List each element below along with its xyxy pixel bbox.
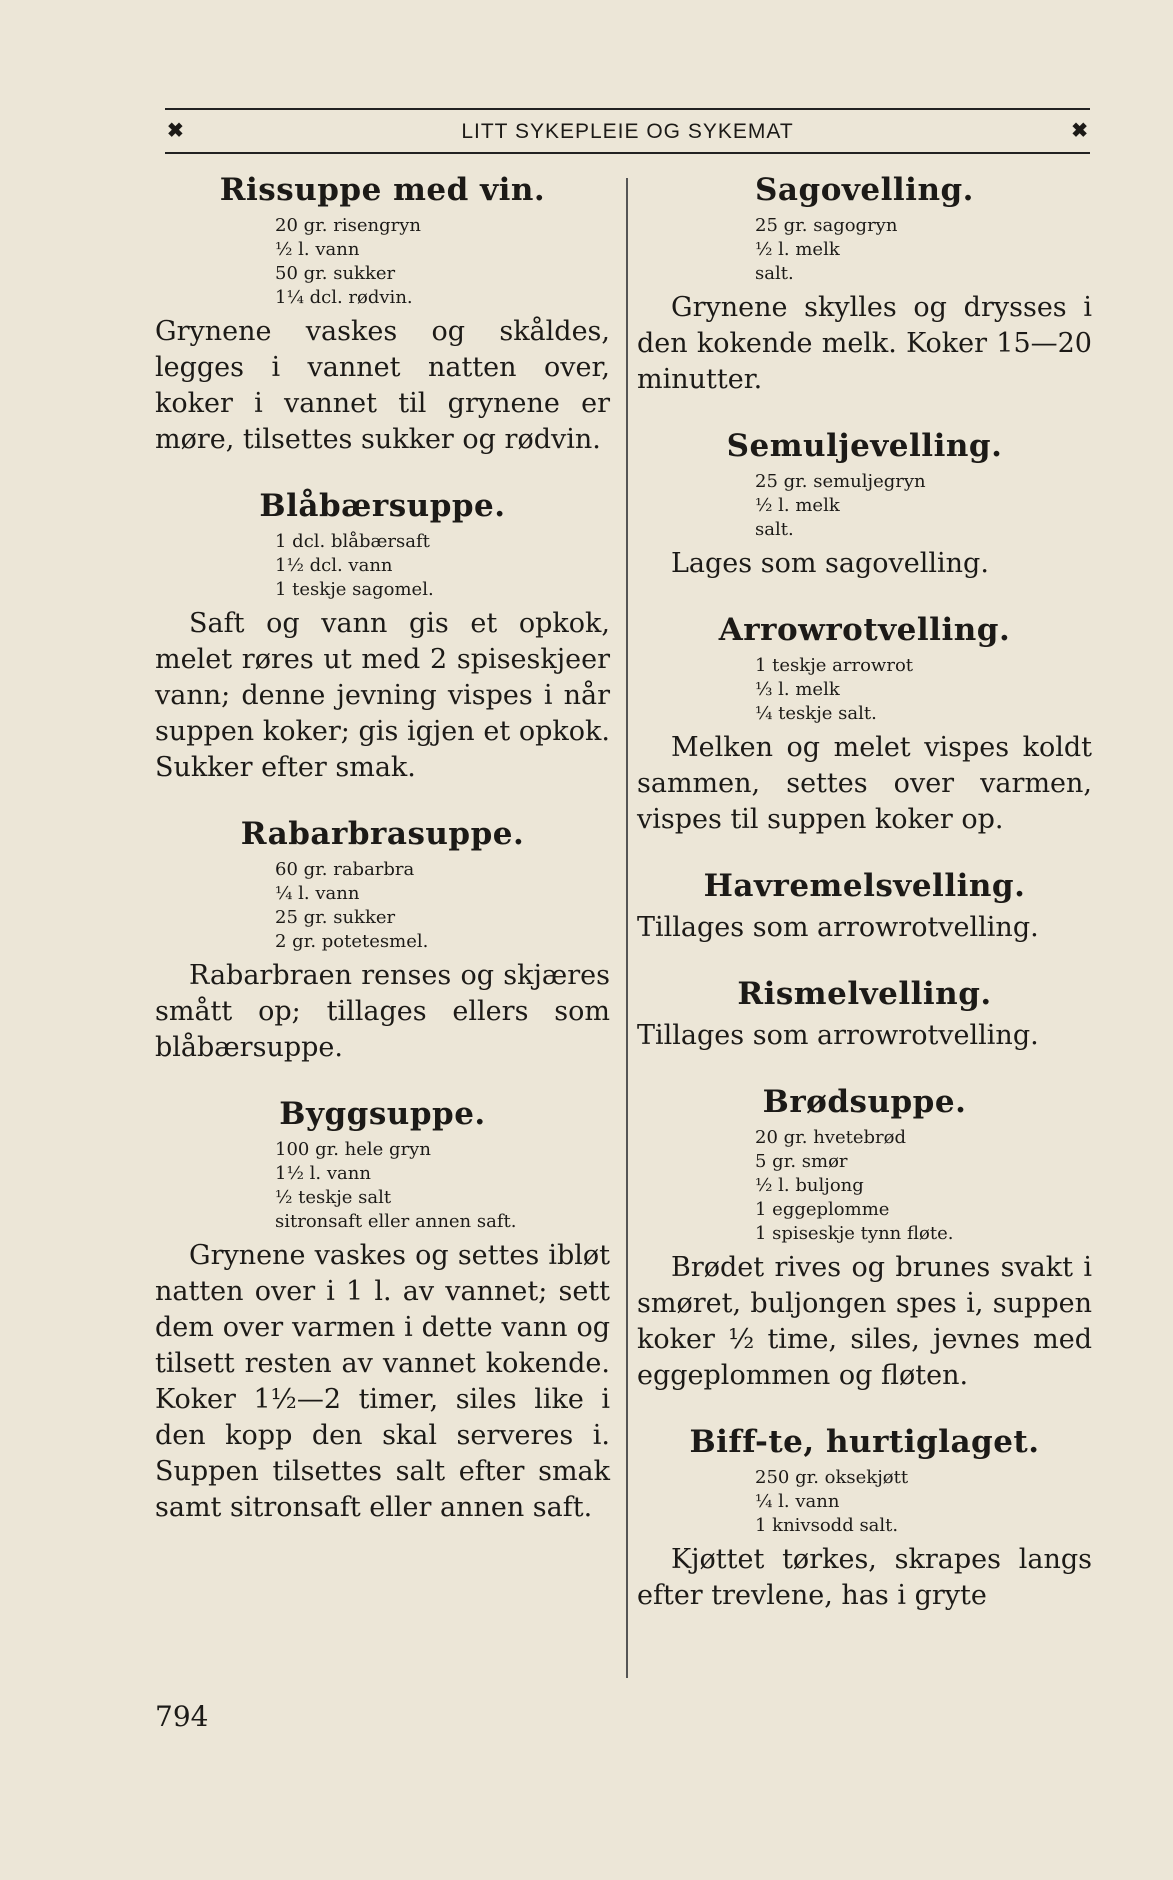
recipe-title: Sagovelling. xyxy=(755,172,974,208)
ingredient: ⅓ l. melk xyxy=(755,679,840,700)
recipe-title: Brødsuppe. xyxy=(762,1084,967,1120)
ingredient: 250 gr. oksekjøtt xyxy=(755,1467,909,1488)
recipe-title: Blåbærsuppe. xyxy=(259,488,506,524)
ingredient: ¼ teskje salt. xyxy=(755,703,877,724)
ingredient: ½ l. buljong xyxy=(755,1175,864,1196)
header-title: LITT SYKEPLEIE OG SYKEMAT xyxy=(461,120,794,143)
right-column xyxy=(637,172,1092,1672)
page-number: 794 xyxy=(155,1700,209,1733)
recipe-title: Rabarbrasuppe. xyxy=(240,816,525,852)
recipe-rissuppe xyxy=(155,172,610,458)
ingredient-list xyxy=(275,214,610,310)
ingredient-list xyxy=(755,1466,1092,1538)
recipe-text: Saft og vann gis et opkok, melet røres ut med 2 spiseskjeer vann; denne jevning vispes i når suppen koker; gis igjen et opkok. Sukker efter smak. xyxy=(155,608,610,783)
ingredient: 1 dcl. blåbærsaft xyxy=(275,531,430,552)
ingredient: ¼ l. vann xyxy=(275,883,360,904)
ingredient: 1 teskje sagomel. xyxy=(275,579,434,600)
ingredient: sitronsaft eller annen saft. xyxy=(275,1211,517,1232)
recipe-title: Byggsuppe. xyxy=(279,1096,486,1132)
ingredient-list xyxy=(275,858,610,954)
ingredient: 1 teskje arrowrot xyxy=(755,655,914,676)
ingredient: 20 gr. risengryn xyxy=(275,215,421,236)
ingredient: 25 gr. sukker xyxy=(275,907,396,928)
recipe-text: Tillages som arrowrotvelling. xyxy=(637,912,1039,943)
left-column xyxy=(155,172,610,1672)
recipe-text: Grynene skylles og drysses i den kokende melk. Koker 15—20 minutter. xyxy=(637,292,1092,395)
ingredient: 1 eggeplomme xyxy=(755,1199,890,1220)
recipe-sagovelling xyxy=(637,172,1092,398)
ingredient-list xyxy=(755,470,1092,542)
ingredient: 25 gr. sagogryn xyxy=(755,215,898,236)
ingredient-list xyxy=(755,654,1092,726)
recipe-title: Rismelvelling. xyxy=(737,976,992,1012)
recipe-title: Rissuppe med vin. xyxy=(219,172,546,208)
ornament-left: ✖ xyxy=(167,118,184,142)
ingredient: 2 gr. potetesmel. xyxy=(275,931,429,952)
recipe-text: Tillages som arrowrotvelling. xyxy=(637,1020,1039,1051)
recipe-title: Semuljevelling. xyxy=(726,428,1003,464)
recipe-arrowrotvelling xyxy=(637,612,1092,838)
ingredient: 25 gr. semuljegryn xyxy=(755,471,926,492)
ingredient: ½ teskje salt xyxy=(275,1187,392,1208)
recipe-semuljevelling xyxy=(637,428,1092,582)
recipe-title: Havremelsvelling. xyxy=(703,868,1026,904)
recipe-text: Brødet rives og brunes svakt i smøret, buljongen spes i, suppen koker ½ time, siles, jevnes med eggeplommen og fløten. xyxy=(637,1252,1092,1391)
ingredient-list xyxy=(755,1126,1092,1246)
recipe-havremelsvelling xyxy=(637,868,1092,946)
recipe-text: Rabarbraen renses og skjæres smått op; tillages ellers som blåbærsuppe. xyxy=(155,960,610,1063)
recipe-byggsuppe xyxy=(155,1096,610,1526)
recipe-title: Biff-te, hurtiglaget. xyxy=(689,1424,1040,1460)
recipe-rismelvelling xyxy=(637,976,1092,1054)
ingredient: ½ l. melk xyxy=(755,239,840,260)
ingredient: 5 gr. smør xyxy=(755,1151,848,1172)
recipe-text: Lages som sagovelling. xyxy=(671,548,989,579)
ingredient: 1½ dcl. vann xyxy=(275,555,393,576)
ingredient: 50 gr. sukker xyxy=(275,263,396,284)
ingredient: 60 gr. rabarbra xyxy=(275,859,415,880)
ingredient-list xyxy=(755,214,1092,286)
ingredient: ½ l. melk xyxy=(755,495,840,516)
ingredient: 1½ l. vann xyxy=(275,1163,371,1184)
recipe-rabarbrasuppe xyxy=(155,816,610,1066)
ingredient: salt. xyxy=(755,519,794,540)
running-header xyxy=(165,108,1090,154)
ingredient-list xyxy=(275,1138,610,1234)
recipe-text: Kjøttet tørkes, skrapes langs efter trevlene, has i gryte xyxy=(637,1544,1092,1611)
ornament-right: ✖ xyxy=(1071,118,1088,142)
ingredient: ½ l. vann xyxy=(275,239,360,260)
ingredient-list xyxy=(275,530,610,602)
ingredient: 20 gr. hvetebrød xyxy=(755,1127,907,1148)
ingredient: 1 spiseskje tynn fløte. xyxy=(755,1223,954,1244)
ingredient: salt. xyxy=(755,263,794,284)
ingredient: 1¼ dcl. rødvin. xyxy=(275,287,413,308)
ingredient: 100 gr. hele gryn xyxy=(275,1139,431,1160)
recipe-blabaersuppe xyxy=(155,488,610,786)
ingredient: 1 knivsodd salt. xyxy=(755,1515,899,1536)
ingredient: ¼ l. vann xyxy=(755,1491,840,1512)
recipe-biff-te xyxy=(637,1424,1092,1614)
recipe-brodsuppe xyxy=(637,1084,1092,1394)
recipe-text: Melken og melet vispes koldt sammen, settes over varmen, vispes til suppen koker op. xyxy=(637,732,1092,835)
recipe-text: Grynene vaskes og settes ibløt natten over i 1 l. av vannet; sett dem over varmen i dette vann og tilsett resten av vannet kokende. Koker 1½—2 timer, siles like i den kopp den skal serveres i. Suppen tilsettes salt efter smak samt sitronsaft eller annen saft. xyxy=(155,1240,610,1523)
recipe-text: Grynene vaskes og skåldes, legges i vannet natten over, koker i vannet til grynene er møre, tilsettes sukker og rødvin. xyxy=(155,316,610,455)
column-divider xyxy=(626,178,628,1678)
recipe-title: Arrowrotvelling. xyxy=(718,612,1011,648)
